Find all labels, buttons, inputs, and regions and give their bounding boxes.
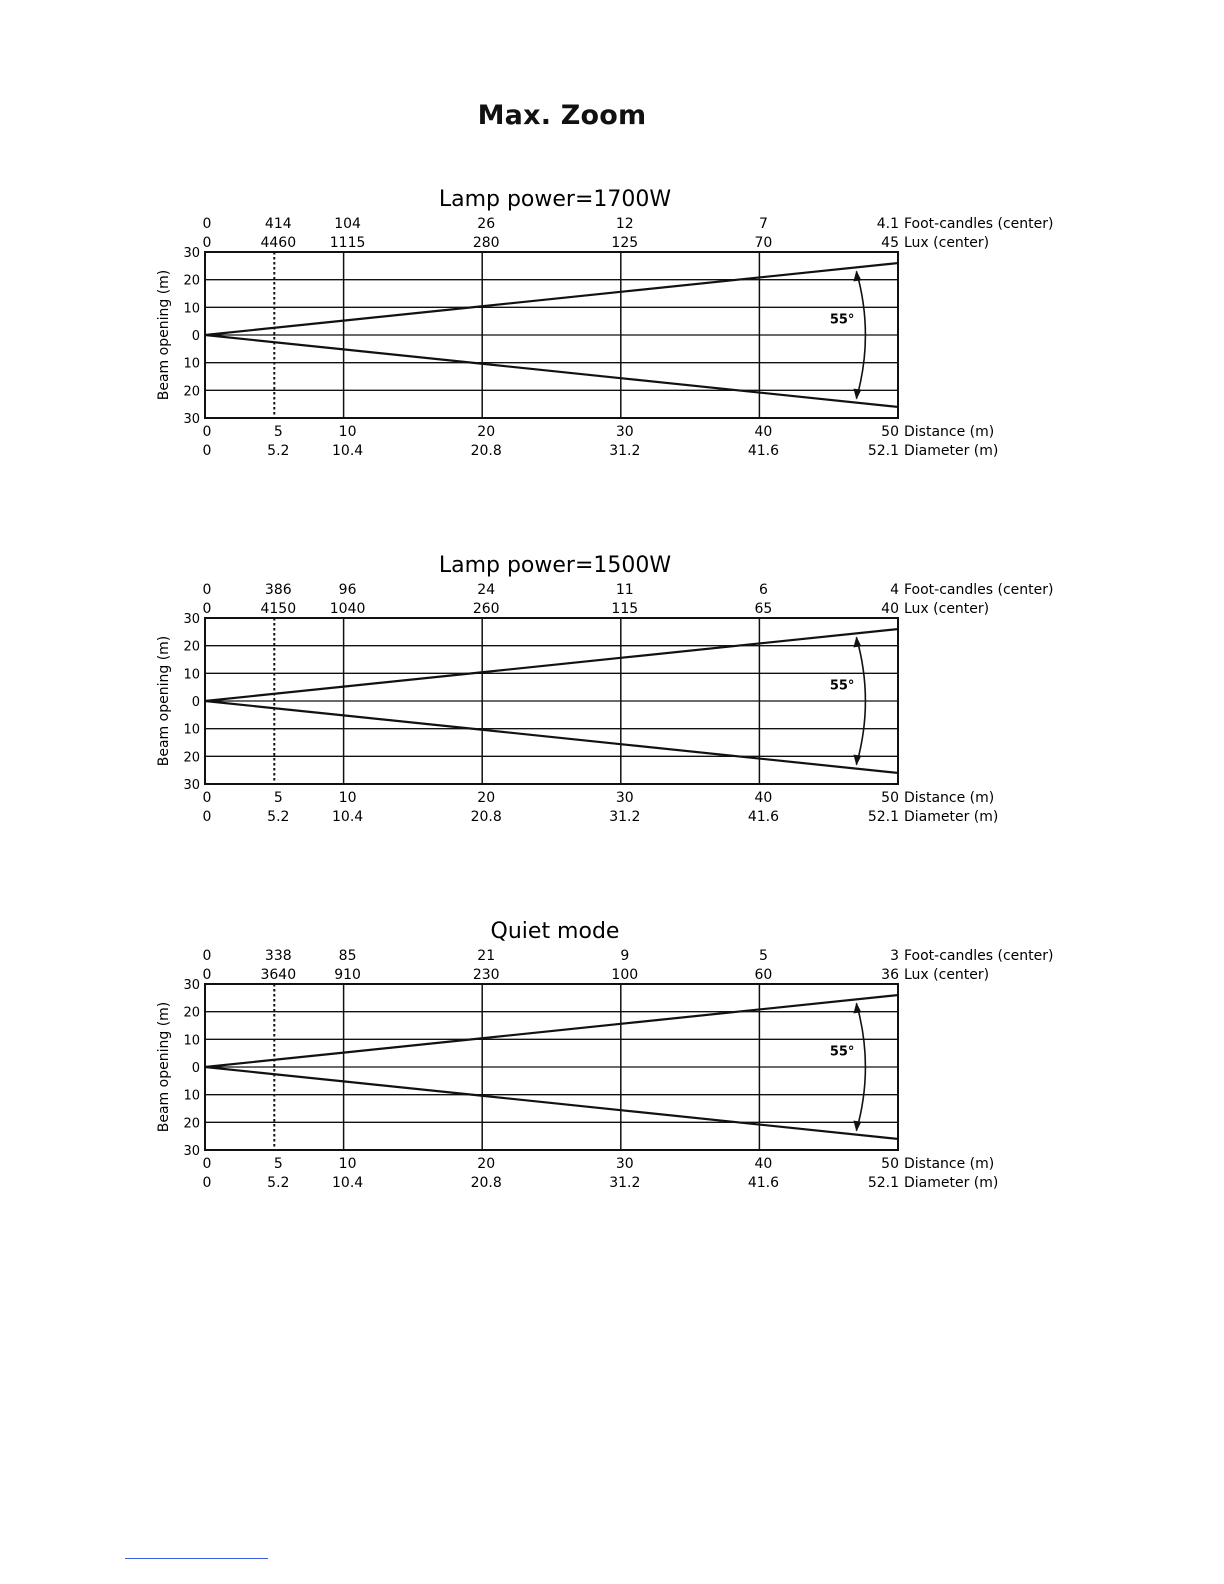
footcandle-value: 11	[615, 582, 634, 598]
diameter-value: 5.2	[267, 443, 290, 459]
lux-row-label: Lux (center)	[904, 235, 990, 251]
y-tick-label: 20	[183, 639, 200, 655]
diameter-value: 0	[202, 809, 212, 825]
diameter-value: 41.6	[747, 443, 779, 459]
footcandle-value: 96	[338, 582, 357, 598]
y-tick-label: 0	[191, 1061, 200, 1076]
diameter-value: 52.1	[867, 443, 899, 459]
lux-value: 260	[472, 601, 500, 617]
footcandle-value: 6	[758, 582, 768, 598]
lux-value: 45	[881, 235, 899, 251]
diameter-value: 10.4	[332, 1175, 364, 1191]
beam-lower-edge-line	[205, 1067, 898, 1139]
y-tick-label: 30	[183, 1144, 200, 1159]
lux-value: 100	[611, 967, 639, 983]
footcandles-row-label: Foot-candles (center)	[904, 948, 1054, 964]
page-title: Max. Zoom	[477, 100, 647, 131]
beam-lower-edge-line	[205, 335, 898, 407]
beam-angle-label: 55°	[829, 678, 855, 694]
footcandles-row-label: Foot-candles (center)	[904, 582, 1054, 598]
footcandle-value: 9	[620, 948, 630, 964]
y-tick-label: 10	[183, 722, 200, 738]
lux-value: 0	[202, 601, 212, 617]
footcandles-row-label: Foot-candles (center)	[904, 216, 1054, 232]
distance-tick-label: 20	[477, 790, 496, 806]
lux-value: 65	[754, 601, 773, 617]
y-tick-label: 10	[183, 1088, 200, 1104]
y-tick-label: 0	[191, 695, 200, 710]
lux-row-label: Lux (center)	[904, 601, 990, 617]
y-tick-label: 10	[183, 1033, 200, 1049]
footcandle-value: 5	[758, 948, 768, 964]
distance-tick-label: 50	[881, 1156, 899, 1172]
footcandle-value: 0	[202, 216, 212, 232]
distance-tick-label: 10	[338, 1156, 357, 1172]
beam-upper-edge-line	[205, 995, 898, 1067]
footcandle-value: 414	[264, 216, 292, 232]
distance-tick-label: 20	[477, 424, 496, 440]
diameter-value: 5.2	[267, 1175, 290, 1191]
diameter-value: 0	[202, 443, 212, 459]
footcandle-value: 12	[615, 216, 634, 232]
y-axis-label: Beam opening (m)	[156, 269, 172, 401]
lux-value: 0	[202, 967, 212, 983]
beam-angle-label: 55°	[829, 312, 855, 328]
beam-chart-1500w	[0, 546, 1224, 846]
lux-value: 70	[754, 235, 773, 251]
y-tick-label: 20	[183, 273, 200, 289]
distance-tick-label: 30	[615, 1156, 634, 1172]
distance-tick-label: 5	[273, 790, 283, 806]
footcandle-value: 386	[264, 582, 292, 598]
diameter-value: 52.1	[867, 809, 899, 825]
distance-tick-label: 40	[754, 1156, 773, 1172]
distance-row-label: Distance (m)	[904, 790, 995, 806]
diameter-value: 31.2	[609, 1175, 641, 1191]
distance-tick-label: 5	[273, 424, 283, 440]
footcandle-value: 7	[758, 216, 768, 232]
footcandle-value: 24	[477, 582, 496, 598]
beam-lower-edge-line	[205, 701, 898, 773]
distance-row-label: Distance (m)	[904, 1156, 995, 1172]
lux-value: 230	[472, 967, 500, 983]
distance-tick-label: 10	[338, 424, 357, 440]
footcandle-value: 21	[477, 948, 496, 964]
footcandle-value: 104	[334, 216, 361, 232]
beam-chart-quiet-mode	[0, 912, 1224, 1212]
distance-tick-label: 40	[754, 790, 773, 806]
lux-value: 4150	[260, 601, 297, 617]
y-tick-label: 10	[183, 301, 200, 317]
distance-tick-label: 30	[615, 790, 634, 806]
footcandle-value: 85	[338, 948, 357, 964]
distance-tick-label: 40	[754, 424, 773, 440]
lux-value: 280	[472, 235, 500, 251]
diameter-value: 20.8	[470, 1175, 502, 1191]
y-tick-label: 30	[183, 412, 200, 427]
beam-angle-label: 55°	[829, 1044, 855, 1060]
distance-tick-label: 50	[881, 790, 899, 806]
distance-row-label: Distance (m)	[904, 424, 995, 440]
footcandle-value: 26	[477, 216, 496, 232]
diameter-value: 31.2	[609, 443, 641, 459]
lux-value: 60	[754, 967, 773, 983]
diameter-value: 10.4	[332, 809, 364, 825]
y-tick-label: 10	[183, 667, 200, 683]
y-tick-label: 10	[183, 356, 200, 372]
footcandle-value: 0	[202, 582, 212, 598]
distance-tick-label: 0	[202, 424, 212, 440]
footcandle-value: 3	[890, 948, 899, 964]
lux-value: 3640	[260, 967, 297, 983]
lux-value: 125	[611, 235, 639, 251]
diameter-value: 10.4	[332, 443, 364, 459]
y-tick-label: 20	[183, 750, 200, 766]
distance-tick-label: 5	[273, 1156, 283, 1172]
chart-title: Lamp power=1500W	[438, 553, 672, 578]
diameter-value: 31.2	[609, 809, 641, 825]
lux-row-label: Lux (center)	[904, 967, 990, 983]
lux-value: 1115	[329, 235, 366, 251]
footcandle-value: 0	[202, 948, 212, 964]
distance-tick-label: 30	[615, 424, 634, 440]
distance-tick-label: 0	[202, 790, 212, 806]
beam-upper-edge-line	[205, 263, 898, 335]
lux-value: 0	[202, 235, 212, 251]
footnote-rule	[125, 1558, 268, 1559]
diameter-value: 52.1	[867, 1175, 899, 1191]
y-tick-label: 20	[183, 1005, 200, 1021]
diameter-value: 0	[202, 1175, 212, 1191]
y-tick-label: 20	[183, 1116, 200, 1132]
diameter-value: 41.6	[747, 809, 779, 825]
y-axis-label: Beam opening (m)	[156, 1001, 172, 1133]
chart-title: Quiet mode	[490, 919, 620, 944]
lux-value: 115	[611, 601, 639, 617]
y-tick-label: 20	[183, 384, 200, 400]
lux-value: 4460	[260, 235, 297, 251]
footcandle-value: 4	[890, 582, 899, 598]
y-tick-label: 30	[183, 978, 200, 993]
y-tick-label: 0	[191, 329, 200, 344]
diameter-row-label: Diameter (m)	[904, 809, 999, 825]
footcandle-value: 4.1	[876, 216, 899, 232]
distance-tick-label: 50	[881, 424, 899, 440]
diameter-value: 5.2	[267, 809, 290, 825]
distance-tick-label: 20	[477, 1156, 496, 1172]
y-tick-label: 30	[183, 778, 200, 793]
distance-tick-label: 0	[202, 1156, 212, 1172]
lux-value: 910	[334, 967, 361, 983]
footcandle-value: 338	[264, 948, 292, 964]
chart-title: Lamp power=1700W	[438, 187, 672, 212]
beam-upper-edge-line	[205, 629, 898, 701]
lux-value: 36	[881, 967, 899, 983]
diameter-value: 41.6	[747, 1175, 779, 1191]
diameter-row-label: Diameter (m)	[904, 443, 999, 459]
diameter-row-label: Diameter (m)	[904, 1175, 999, 1191]
beam-chart-1700w	[0, 180, 1224, 480]
y-tick-label: 30	[183, 612, 200, 627]
lux-value: 40	[881, 601, 899, 617]
diameter-value: 20.8	[470, 809, 502, 825]
diameter-value: 20.8	[470, 443, 502, 459]
y-tick-label: 30	[183, 246, 200, 261]
y-axis-label: Beam opening (m)	[156, 635, 172, 767]
distance-tick-label: 10	[338, 790, 357, 806]
lux-value: 1040	[329, 601, 366, 617]
